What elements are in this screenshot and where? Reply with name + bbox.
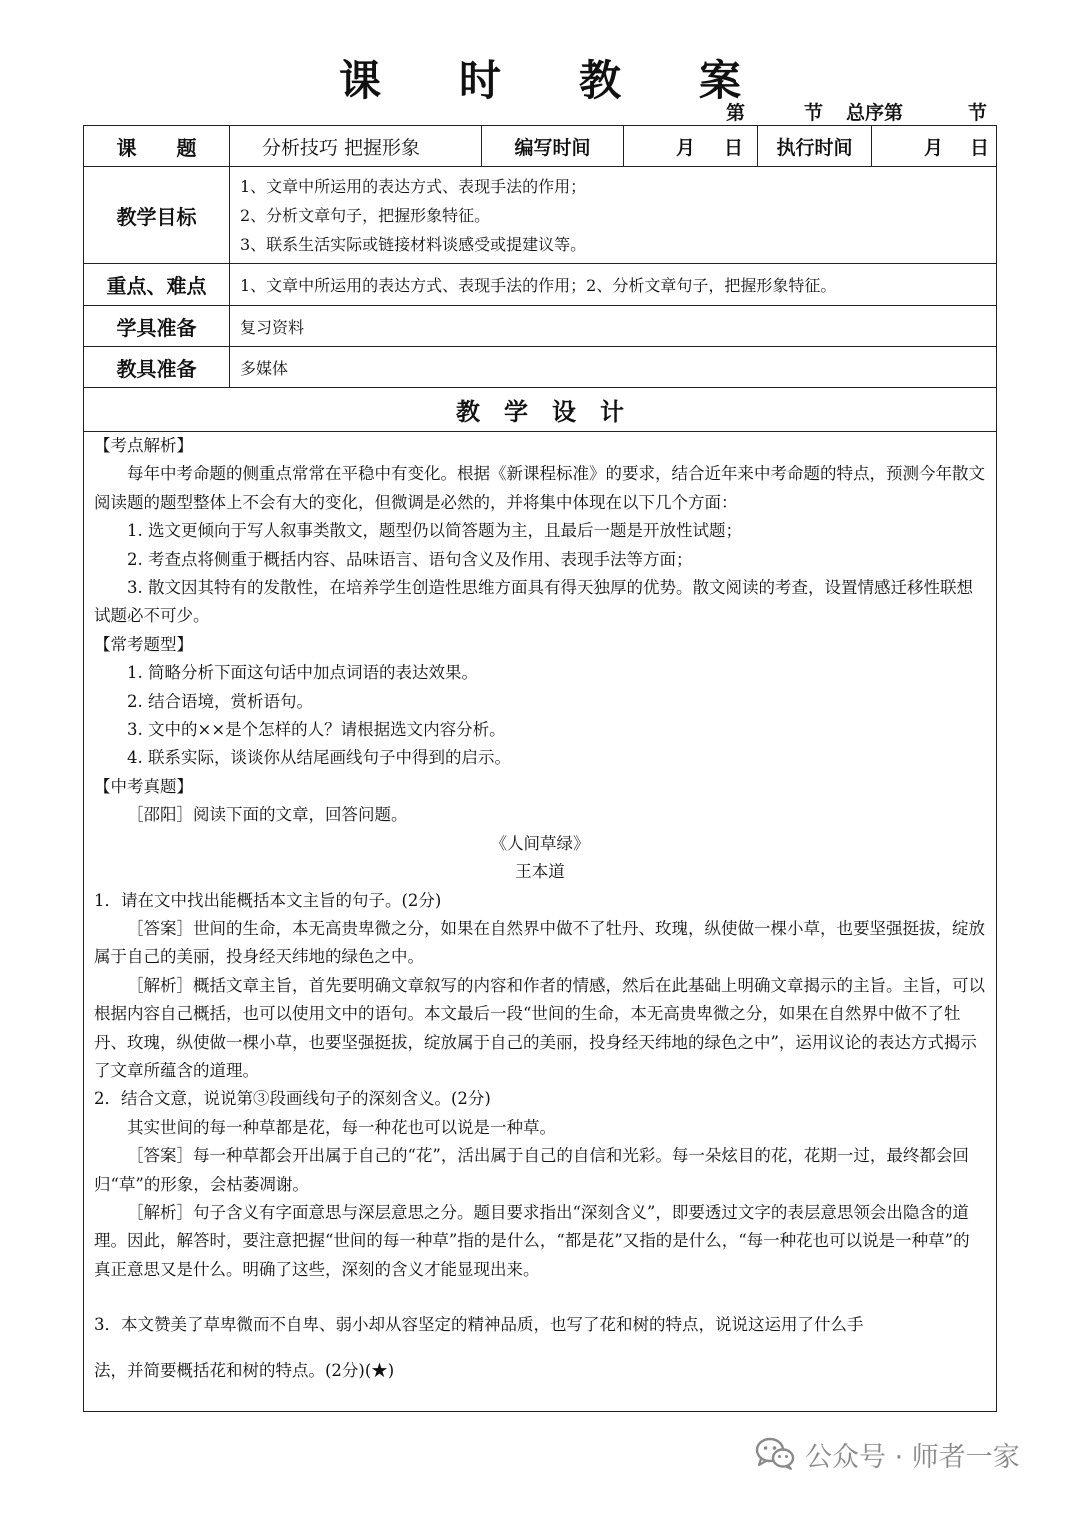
topic-row bbox=[84, 126, 996, 167]
section-heading: 【常考题型】 bbox=[94, 634, 193, 654]
answer-1: ［答案］世间的生命，本无高贵卑微之分，如果在自然界中做不了牡丹、玫瑰，纵使做一棵小草，也要坚强挺拔，绽放属于自己的美丽，投身经天纬地的绿色之中。 bbox=[94, 918, 985, 967]
lesson-plan-table bbox=[83, 125, 997, 1412]
section-label-4: 节 bbox=[968, 102, 988, 124]
section-heading: 【中考真题】 bbox=[94, 776, 193, 796]
student-prep-row bbox=[84, 306, 996, 347]
section-label-3: 总序第 bbox=[846, 102, 904, 124]
key-row bbox=[84, 264, 996, 306]
design-content bbox=[94, 432, 986, 1394]
question-3-line-1: 3．本文赞美了草卑微而不自卑、弱小却从容坚定的精神品质，也写了花和树的特点，说说这运用了什么手 bbox=[94, 1315, 864, 1335]
write-time-value: 月 日 bbox=[624, 126, 758, 166]
goal-item: 2、分析文章句子，把握形象特征。 bbox=[240, 205, 491, 225]
exam-intro: ［邵阳］阅读下面的文章，回答问题。 bbox=[127, 805, 408, 825]
list-item: 3. 文中的××是个怎样的人？请根据选文内容分析。 bbox=[127, 720, 506, 740]
section-label-1: 第 bbox=[726, 102, 746, 124]
list-item: 2. 结合语境，赏析语句。 bbox=[127, 691, 313, 711]
teacher-prep-row bbox=[84, 347, 996, 388]
page-title: 课时教案 bbox=[338, 56, 819, 105]
design-title: 教学设计 bbox=[456, 398, 648, 426]
topic-value: 分析技巧 把握形象 bbox=[230, 126, 482, 166]
question-2-quote: 其实世间的每一种草都是花，每一种花也可以说是一种草。 bbox=[127, 1117, 556, 1137]
teacher-prep-label: 教具准备 bbox=[84, 347, 230, 387]
list-item: 1. 选文更倾向于写人叙事类散文，题型仍以简答题为主，且最后一题是开放性试题； bbox=[127, 521, 742, 541]
list-item: 2. 考查点将侧重于概括内容、品味语言、语句含义及作用、表现手法等方面； bbox=[127, 549, 693, 569]
watermark bbox=[755, 1432, 1020, 1476]
key-value: 1、文章中所运用的表达方式、表现手法的作用；2、分析文章句子，把握形象特征。 bbox=[240, 276, 837, 295]
list-item: 1. 简略分析下面这句话中加点词语的表达效果。 bbox=[127, 663, 478, 683]
student-prep-label: 学具准备 bbox=[84, 306, 230, 346]
write-time-label: 编写时间 bbox=[482, 126, 624, 166]
article-author: 王本道 bbox=[515, 862, 565, 882]
student-prep-value: 复习资料 bbox=[240, 317, 305, 337]
wechat-icon bbox=[755, 1437, 795, 1471]
article-title: 《人间草绿》 bbox=[490, 833, 590, 853]
question-3-line-2: 法，并简要概括花和树的特点。(2分)(★) bbox=[94, 1361, 395, 1381]
goal-item: 3、联系生活实际或链接材料谈感受或提建议等。 bbox=[240, 234, 587, 254]
goals-row bbox=[84, 167, 996, 264]
section-heading: 【考点解析】 bbox=[94, 436, 193, 455]
key-label: 重点、难点 bbox=[84, 264, 230, 305]
exec-time-label: 执行时间 bbox=[758, 126, 872, 166]
analysis-1: ［解析］概括文章主旨，首先要明确文章叙写的内容和作者的情感，然后在此基础上明确文章揭示的主旨。主旨，可以根据内容自己概括，也可以使用文中的语句。本文最后一段“世间的生命，本无高贵卑微之分，如果在自然界中做不了牡丹、玫瑰，纵使做一棵小草，也要坚强挺拔，绽放属于自己的美丽，投身经天纬地的绿色之中”，运用议论的表达方式揭示了文章所蕴含的道理。 bbox=[94, 975, 985, 1080]
question-2: 2．结合文意，说说第③段画线句子的深刻含义。(2分) bbox=[94, 1089, 491, 1109]
list-item: 3. 散文因其特有的发散性，在培养学生创造性思维方面具有得天独厚的优势。散文阅读的考查，设置情感迁移性联想试题必不可少。 bbox=[94, 578, 973, 626]
question-1: 1．请在文中找出能概括本文主旨的句子。(2分) bbox=[94, 890, 442, 910]
topic-label: 课 题 bbox=[84, 126, 230, 166]
list-item: 4. 联系实际，谈谈你从结尾画线句子中得到的启示。 bbox=[127, 748, 511, 768]
paragraph: 每年中考命题的侧重点常常在平稳中有变化。根据《新课程标准》的要求，结合近年来中考命题的特点，预测今年散文阅读题的题型整体上不会有大的变化，但微调是必然的，并将集中体现在以下几个方面： bbox=[94, 464, 985, 512]
answer-2: ［答案］每一种草都会开出属于自己的“花”，活出属于自己的自信和光彩。每一朵炫目的花，花期一过，最终都会回归“草”的形象，会枯萎凋谢。 bbox=[94, 1146, 969, 1194]
watermark-text: 公众号 · 师者一家 bbox=[805, 1441, 1020, 1473]
section-label-2: 节 bbox=[804, 102, 824, 124]
design-title-row bbox=[84, 388, 996, 432]
goal-item: 1、文章中所运用的表达方式、表现手法的作用； bbox=[240, 176, 587, 196]
goals-list bbox=[230, 167, 996, 263]
section-counter bbox=[726, 98, 990, 124]
analysis-2: ［解析］句子含义有字面意思与深层意思之分。题目要求指出“深刻含义”，即要透过文字的表层意思领会出隐含的道理。因此，解答时，要注意把握“世间的每一种草”指的是什么，“都是花”又指的是什么，“每一种花也可以说是一种草”的真正意思又是什么。明确了这些，深刻的含义才能显现出来。 bbox=[94, 1202, 970, 1279]
teacher-prep-value: 多媒体 bbox=[240, 358, 289, 378]
exec-time-value: 月 日 bbox=[924, 136, 990, 159]
goals-label: 教学目标 bbox=[84, 167, 230, 263]
